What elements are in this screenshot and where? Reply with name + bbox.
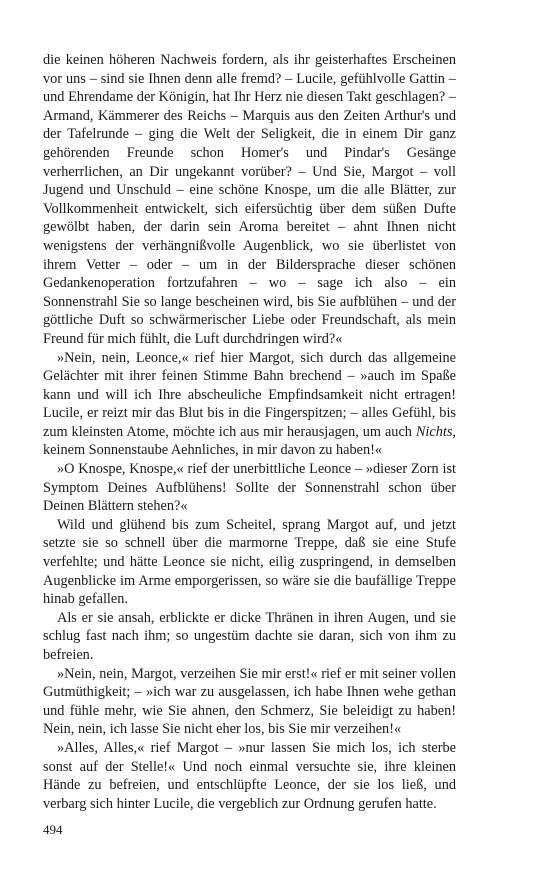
paragraph bbox=[43, 739, 456, 813]
text-segment: »Nein, nein, Margot, verzeihen Sie mir erst!« rief er mit seiner vollen Gutmüthigkeit; – »ich war zu ausgelassen, ich habe Ihnen wehe gethan und fühle mehr, wie Sie ahnen, den Schmerz, Sie beleidigt zu haben! Nein, nein, ich lasse Sie nicht eher los, bis Sie mir verzeihen!« bbox=[43, 665, 456, 738]
text-segment: »O Knospe, Knospe,« rief der unerbittliche Leonce – »dieser Zorn ist Symptom Deines Aufblühens! Sollte der Sonnenstrahl schon über Deinen Blättern stehen?« bbox=[43, 461, 456, 515]
text-segment: , keinem Sonnenstaube Aehnliches, in mir davon zu haben!« bbox=[43, 423, 456, 459]
text-segment: »Nein, nein, Leonce,« rief hier Margot, sich durch das allgemeine Gelächter mit ihrer feinen Stimme Bahn brechend – »auch im Spaße kann und will ich Ihre abscheuliche Empfindsamkeit nicht ertragen! Lucile, er reizt mir das Blut bis in die Fingerspitzen; – alles Gefühl, bis zum kleinsten Atome, möchte ich aus mir herausjagen, um auch bbox=[43, 349, 456, 440]
body-text bbox=[43, 51, 456, 813]
paragraph bbox=[43, 349, 456, 461]
italic-text-segment: Nichts bbox=[415, 423, 453, 440]
text-segment: »Alles, Alles,« rief Margot – »nur lassen Sie mich los, ich sterbe sonst auf der Stelle!« Und noch einmal versuchte sie, ihre kleinen Hände zu befreien, und entschlüpfte Leonce, der sie los ließ, und verbarg sich hinter Lucile, die vergeblich zur Ordnung gerufen hatte. bbox=[43, 739, 456, 812]
paragraph bbox=[43, 516, 456, 609]
text-segment: Wild und glühend bis zum Scheitel, sprang Margot auf, und jetzt setzte sie so schnell über die marmorne Treppe, daß sie eine Stufe verfehlte; und hätte Leonce sie nicht, eilig zuspringend, in demselben Augenblicke im Arme emporgerissen, so wäre sie die baufällige Treppe hinab gefallen. bbox=[43, 516, 456, 608]
page-number: 494 bbox=[43, 822, 63, 837]
paragraph bbox=[43, 609, 456, 665]
text-segment: die keinen höheren Nachweis fordern, als ihr geisterhaftes Erscheinen vor uns – sind sie Ihnen denn alle fremd? – Lucile, gefühlvolle Gattin – und Ehrendame der Königin, hat Ihr Herz nie diesen Takt geschlagen? – Armand, Kämmerer des Reichs – Marquis aus den Zeiten Arthur's und der Tafelrunde – ging die Welt der Seligkeit, die in einem Dir ganz gehörenden Freunde schon Homer's und Pindar's Gesänge verherrlichen, an Dir ungekannt vorüber? – Und Sie, Margot – voll Jugend und Unschuld – eine schöne Knospe, um die alle Blätter, zur Vollkommenheit entwickelt, sich eifersüchtig über dem süßen Dufte gewölbt haben, der darin sein Aroma bereitet – ahnt Ihnen nicht wenigstens der verhängnißvolle Augenblick, wo sie überlistet von ihrem Vetter – oder – um in der Bildersprache dieser schönen Gedankenoperation fortzufahren – wo – sage ich also – ein Sonnenstrahl Sie so lange bescheinen wird, bis Sie aufblühen – und der göttliche Duft so schwärmerischer Liebe oder Freundschaft, als mein Freund für mich fühlt, die Luft durchdringen wird?« bbox=[43, 52, 456, 347]
text-segment: Als er sie ansah, erblickte er dicke Thränen in ihren Augen, und sie schlug fast nach ihm; so ungestüm dachte sie daran, sich von ihm zu befreien. bbox=[43, 609, 456, 663]
paragraph bbox=[43, 51, 456, 349]
paragraph bbox=[43, 460, 456, 516]
paragraph bbox=[43, 665, 456, 739]
